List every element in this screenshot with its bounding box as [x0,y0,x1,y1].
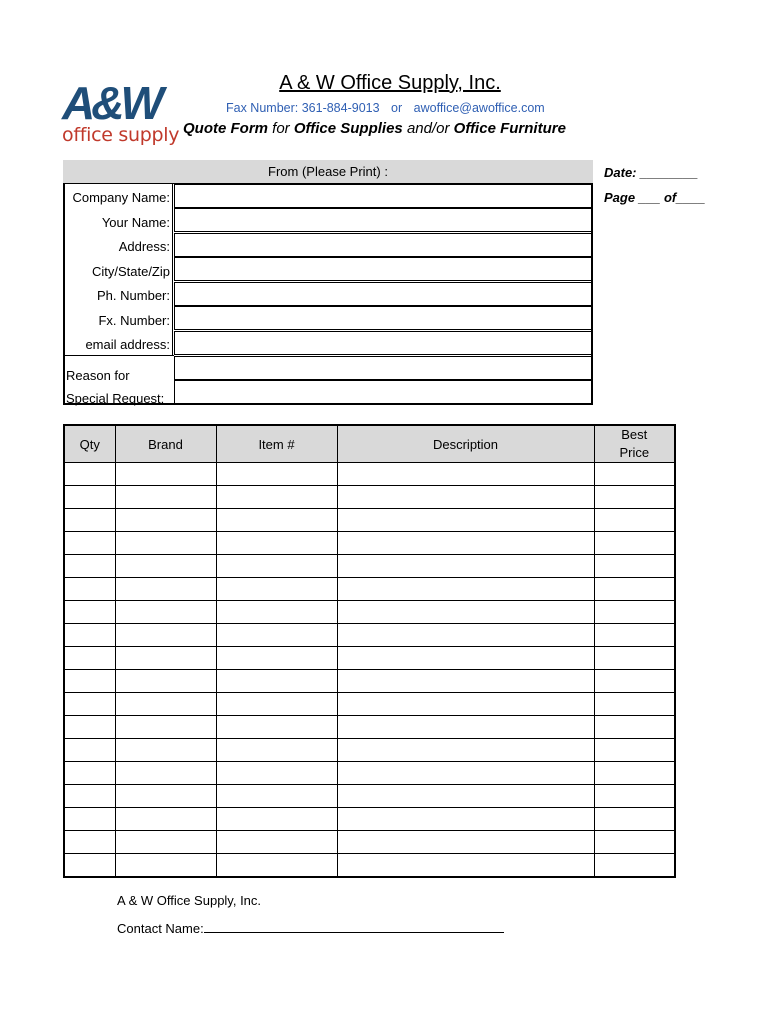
reason-label-line1: Reason for [66,368,130,383]
reason-label [66,364,164,410]
brand-cell[interactable] [115,555,216,578]
item-number-cell[interactable] [216,624,337,647]
company-title: A & W Office Supply, Inc. [279,72,501,94]
contact-name-label: Contact Name: [117,921,204,936]
table-row [64,486,675,509]
item-number-cell[interactable] [216,509,337,532]
qty-header: Qty [64,425,115,463]
date-field[interactable]: Date: ________ [604,165,698,180]
item-number-cell[interactable] [216,854,337,878]
company-name-label: Company Name: [72,190,170,205]
email-address-input[interactable] [174,331,592,355]
description-cell[interactable] [337,532,594,555]
description-cell[interactable] [337,509,594,532]
items-table [63,424,676,878]
description-cell[interactable] [337,739,594,762]
table-row [64,509,675,532]
brand-cell[interactable] [115,716,216,739]
reason-input-line2[interactable] [174,380,592,404]
table-row [64,808,675,831]
qty-cell[interactable] [64,693,115,716]
table-row [64,831,675,854]
brand-cell[interactable] [115,762,216,785]
your-name-input[interactable] [174,208,592,232]
best-price-cell[interactable] [594,762,675,785]
qty-cell[interactable] [64,670,115,693]
item-number-cell[interactable] [216,762,337,785]
description-cell[interactable] [337,463,594,486]
table-row [64,601,675,624]
contact-name-input[interactable] [204,920,504,933]
best-price-cell[interactable] [594,716,675,739]
from-section-header: From (Please Print) : [63,160,593,184]
brand-cell[interactable] [115,808,216,831]
table-row [64,578,675,601]
qty-cell[interactable] [64,486,115,509]
city-state-zip-label: City/State/Zip [91,264,170,279]
fax-number: Fax Number: 361-884-9013 [226,101,380,115]
item-number-cell[interactable] [216,716,337,739]
fax-number-input[interactable] [174,306,592,330]
table-row [64,785,675,808]
best-price-cell[interactable] [594,578,675,601]
item-number-cell[interactable] [216,831,337,854]
item-number-cell[interactable] [216,555,337,578]
brand-cell[interactable] [115,624,216,647]
qty-cell[interactable] [64,762,115,785]
description-cell[interactable] [337,486,594,509]
best-price-cell[interactable] [594,463,675,486]
brand-header: Brand [115,425,216,463]
description-cell[interactable] [337,624,594,647]
description-cell[interactable] [337,854,594,878]
table-row [64,624,675,647]
best-price-cell[interactable] [594,624,675,647]
item-number-cell[interactable] [216,693,337,716]
item-number-cell[interactable] [216,647,337,670]
company-logo [62,77,184,150]
best-price-cell[interactable] [594,486,675,509]
qty-cell[interactable] [64,647,115,670]
office-supplies-text: Office Supplies [293,120,403,137]
best-price-cell[interactable] [594,670,675,693]
brand-cell[interactable] [115,693,216,716]
best-price-cell[interactable] [594,647,675,670]
best-price-cell[interactable] [594,808,675,831]
best-price-cell[interactable] [594,693,675,716]
item-number-cell[interactable] [216,670,337,693]
best-price-cell[interactable] [594,854,675,878]
reason-label-line2: Special Request: [66,391,165,406]
table-row [64,463,675,486]
table-row [64,739,675,762]
brand-cell[interactable] [115,486,216,509]
best-price-header-text: Best Price [619,427,650,460]
qty-cell[interactable] [64,624,115,647]
your-name-label: Your Name: [101,215,170,230]
best-price-cell[interactable] [594,555,675,578]
description-cell[interactable] [337,716,594,739]
city-state-zip-input[interactable] [174,257,592,281]
footer-contact [117,920,504,936]
phone-number-label: Ph. Number: [97,288,170,303]
item-number-cell[interactable] [216,739,337,762]
quote-form-text: Quote Form [183,120,268,137]
items-table-body [64,463,675,878]
address-label: Address: [118,239,170,254]
or-text: or [391,101,403,115]
item-number-cell[interactable] [216,785,337,808]
qty-cell[interactable] [64,808,115,831]
office-furniture-text: Office Furniture [453,120,566,137]
brand-cell[interactable] [115,831,216,854]
logo-subtitle: office supply [62,124,180,146]
qty-cell[interactable] [64,509,115,532]
qty-cell[interactable] [64,716,115,739]
description-cell[interactable] [337,831,594,854]
and-or-text: and/or [406,120,450,137]
item-number-cell[interactable] [216,808,337,831]
brand-cell[interactable] [115,532,216,555]
brand-cell[interactable] [115,463,216,486]
label-divider [172,184,173,355]
description-cell[interactable] [337,808,594,831]
item-number-cell[interactable] [216,486,337,509]
brand-cell[interactable] [115,670,216,693]
item-number-cell[interactable] [216,601,337,624]
qty-cell[interactable] [64,463,115,486]
company-name-input[interactable] [174,184,592,208]
item-number-cell[interactable] [216,578,337,601]
best-price-cell[interactable] [594,601,675,624]
qty-cell[interactable] [64,555,115,578]
for-text: for [272,120,290,137]
best-price-cell[interactable] [594,509,675,532]
logo-mark: A&W [62,77,160,129]
brand-cell[interactable] [115,647,216,670]
table-row [64,670,675,693]
brand-cell[interactable] [115,509,216,532]
qty-cell[interactable] [64,854,115,878]
footer-company: A & W Office Supply, Inc. [117,893,262,908]
brand-cell[interactable] [115,578,216,601]
best-price-cell[interactable] [594,831,675,854]
description-cell[interactable] [337,578,594,601]
table-row [64,693,675,716]
item-number-cell[interactable] [216,532,337,555]
brand-cell[interactable] [115,601,216,624]
qty-cell[interactable] [64,831,115,854]
address-input[interactable] [174,233,592,257]
table-row [64,762,675,785]
email-address[interactable]: awoffice@awoffice.com [413,101,545,115]
description-cell[interactable] [337,647,594,670]
brand-cell[interactable] [115,785,216,808]
description-header: Description [337,425,594,463]
brand-cell[interactable] [115,739,216,762]
table-row [64,647,675,670]
table-row [64,555,675,578]
phone-number-input[interactable] [174,282,592,306]
contact-line [226,101,553,115]
item-number-header: Item # [216,425,337,463]
description-cell[interactable] [337,601,594,624]
best-price-cell[interactable] [594,532,675,555]
form-subtitle [183,120,566,137]
description-cell[interactable] [337,693,594,716]
qty-cell[interactable] [64,785,115,808]
fax-number-label: Fx. Number: [98,313,170,328]
table-row [64,716,675,739]
qty-cell[interactable] [64,739,115,762]
qty-cell[interactable] [64,578,115,601]
qty-cell[interactable] [64,601,115,624]
best-price-header [594,425,675,463]
item-number-cell[interactable] [216,463,337,486]
qty-cell[interactable] [64,532,115,555]
page-field[interactable]: Page ___ of____ [604,190,706,205]
reason-input-line1[interactable] [174,356,592,380]
table-row [64,532,675,555]
best-price-cell[interactable] [594,785,675,808]
items-table-header [64,425,675,463]
email-address-label: email address: [85,337,170,352]
best-price-cell[interactable] [594,739,675,762]
description-cell[interactable] [337,670,594,693]
description-cell[interactable] [337,555,594,578]
description-cell[interactable] [337,785,594,808]
description-cell[interactable] [337,762,594,785]
brand-cell[interactable] [115,854,216,878]
table-row [64,854,675,878]
reason-divider [63,355,174,356]
